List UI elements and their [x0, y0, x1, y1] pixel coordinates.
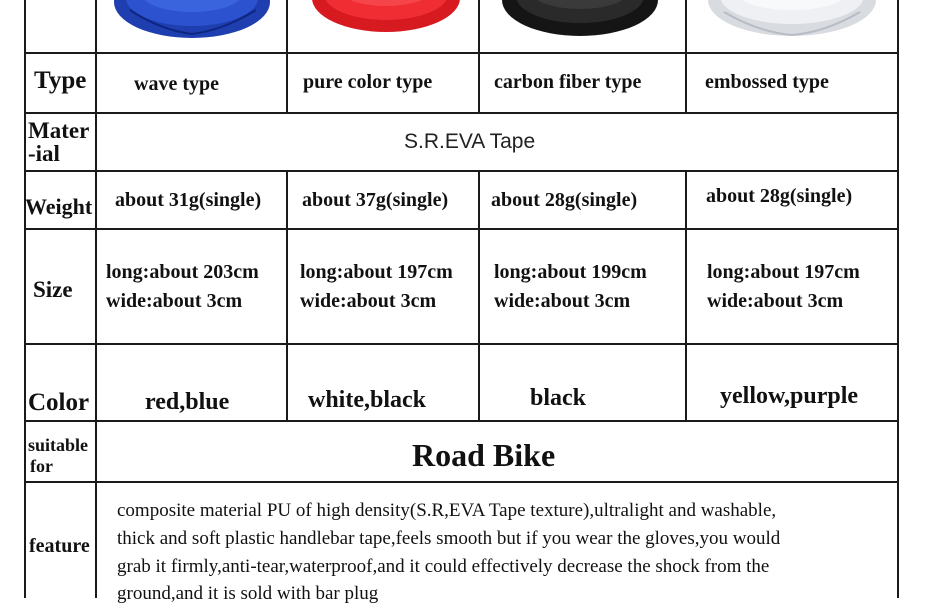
- feature-line-2: thick and soft plastic handlebar tape,feels smooth but if you wear the gloves,you would: [117, 528, 781, 549]
- type-cell-3: carbon fiber type: [494, 71, 642, 93]
- size-wide-1: wide:about 3cm: [106, 290, 243, 312]
- row-label-weight: Weight: [25, 194, 93, 219]
- feature-line-3: grab it firmly,anti-tear,waterproof,and it could effectively decrease the shock from the: [117, 556, 770, 577]
- grid-row-line-1: [24, 52, 899, 54]
- color-cell-3: black: [530, 385, 587, 411]
- grid-row-line-5: [24, 343, 899, 345]
- blue-wave-tape-image: [100, 0, 285, 52]
- size-wide-2: wide:about 3cm: [300, 290, 437, 312]
- weight-cell-4: about 28g(single): [706, 185, 853, 207]
- row-label-suitable-line1: suitable: [28, 435, 89, 455]
- row-label-suitable-line2: for: [30, 456, 53, 476]
- size-long-4: long:about 197cm: [707, 261, 860, 283]
- grid-col-divider-2b: [478, 170, 480, 421]
- grid-col-divider-1: [286, 0, 288, 113]
- row-label-type: Type: [34, 67, 87, 94]
- row-label-color: Color: [28, 389, 90, 416]
- grid-col-divider-3b: [685, 170, 687, 421]
- grid-row-line-2: [24, 112, 899, 114]
- row-label-feature: feature: [29, 535, 90, 557]
- weight-cell-1: about 31g(single): [115, 189, 262, 211]
- black-tape-svg: [482, 0, 684, 52]
- grid-row-line-6: [24, 420, 899, 422]
- feature-line-4: ground,and it is sold with bar plug: [117, 583, 379, 604]
- grid-row-line-3: [24, 170, 899, 172]
- blue-tape-svg: [100, 0, 285, 52]
- red-tape-image: [290, 0, 478, 52]
- size-long-3: long:about 199cm: [494, 261, 647, 283]
- weight-cell-2: about 37g(single): [302, 189, 449, 211]
- white-tape-image: [688, 0, 896, 52]
- red-tape-svg: [290, 0, 478, 52]
- size-long-1: long:about 203cm: [106, 261, 259, 283]
- grid-row-line-4: [24, 228, 899, 230]
- type-cell-2: pure color type: [303, 71, 433, 93]
- black-tape-image: [482, 0, 684, 52]
- material-value: S.R.EVA Tape: [404, 130, 536, 153]
- type-cell-1: wave type: [134, 73, 219, 95]
- white-tape-svg: [688, 0, 896, 52]
- grid-row-line-7: [24, 481, 899, 483]
- grid-label-divider: [95, 0, 97, 598]
- row-label-material-line2: -ial: [28, 141, 60, 166]
- color-cell-2: white,black: [308, 387, 427, 413]
- feature-line-1: composite material PU of high density(S.R,EVA Tape texture),ultralight and washable,: [117, 500, 777, 521]
- size-wide-3: wide:about 3cm: [494, 290, 631, 312]
- grid-right-border: [897, 0, 899, 598]
- grid-left-border: [24, 0, 26, 598]
- suitable-value: Road Bike: [412, 437, 556, 473]
- size-wide-4: wide:about 3cm: [707, 290, 844, 312]
- color-cell-4: yellow,purple: [720, 383, 859, 409]
- grid-col-divider-1b: [286, 170, 288, 421]
- type-cell-4: embossed type: [705, 71, 829, 93]
- grid-col-divider-2: [478, 0, 480, 113]
- grid-col-divider-3: [685, 0, 687, 113]
- size-long-2: long:about 197cm: [300, 261, 453, 283]
- weight-cell-3: about 28g(single): [491, 189, 638, 211]
- color-cell-1: red,blue: [145, 389, 230, 415]
- row-label-material-line1: Mater: [28, 118, 90, 143]
- row-label-size: Size: [33, 277, 73, 302]
